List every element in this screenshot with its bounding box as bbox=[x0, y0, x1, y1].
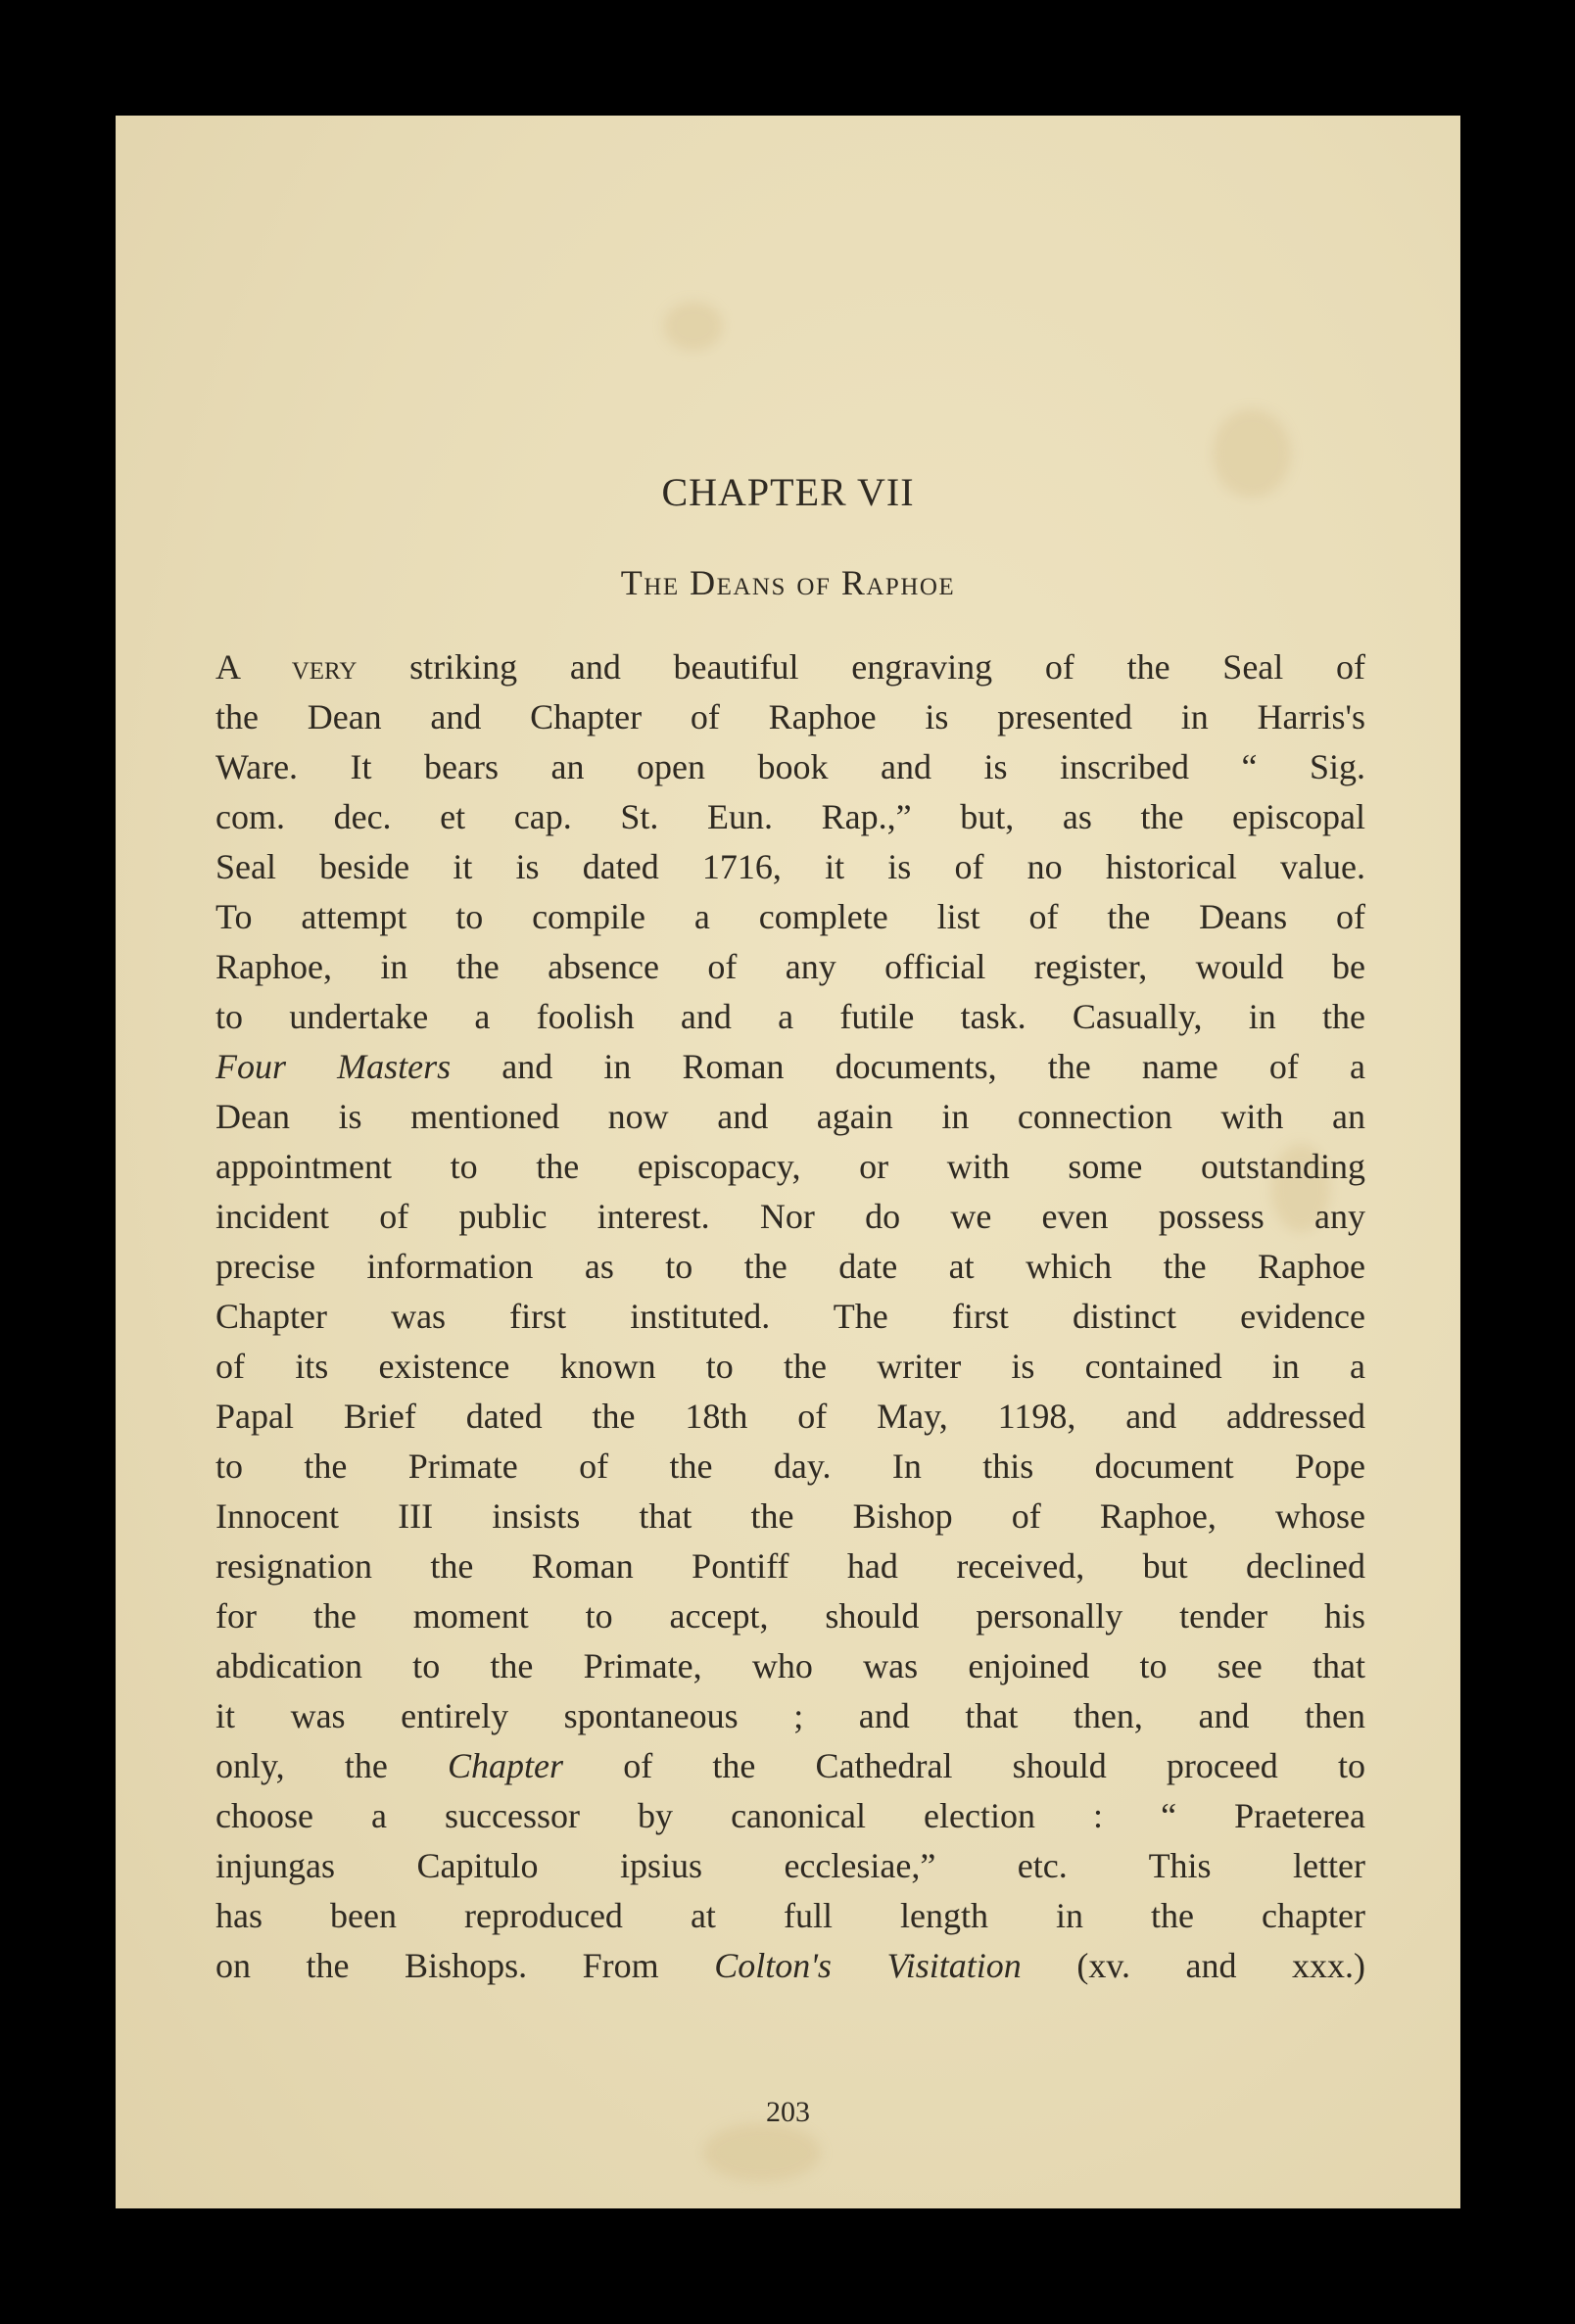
page-number: 203 bbox=[766, 2096, 810, 2128]
text-line bbox=[215, 1641, 1365, 1691]
line-fragment: choose a successor by canonical election : “ Praeterea bbox=[215, 1796, 1365, 1835]
line-fragment: Ware. It bears an open book and is inscribed “ Sig. bbox=[215, 747, 1365, 786]
line-fragment: Chapter was first instituted. The first distinct evidence bbox=[215, 1297, 1365, 1336]
paper-stain bbox=[664, 302, 723, 351]
text-line bbox=[215, 992, 1365, 1042]
line-fragment: resignation the Roman Pontiff had received, but declined bbox=[215, 1546, 1365, 1586]
text-line bbox=[215, 1342, 1365, 1392]
line-fragment: Papal Brief dated the 18th of May, 1198, and addressed bbox=[215, 1397, 1365, 1436]
line-fragment: Innocent III insists that the Bishop of Raphoe, whose bbox=[215, 1496, 1365, 1536]
line-fragment: only, the bbox=[215, 1746, 388, 1785]
line-fragment: precise information as to the date at which the Raphoe bbox=[215, 1247, 1365, 1286]
line-fragment: Raphoe, in the absence of any official register, would be bbox=[215, 947, 1365, 986]
text-line bbox=[215, 1741, 1365, 1791]
section-title: The Deans of Raphoe bbox=[620, 563, 956, 602]
text-line bbox=[215, 1941, 1365, 1991]
line-fragment: Four Masters bbox=[215, 1047, 452, 1086]
line-fragment: to undertake a foolish and a futile task. Casually, in the bbox=[215, 997, 1365, 1036]
text-line bbox=[215, 792, 1365, 842]
text-line bbox=[215, 1192, 1365, 1242]
text-line bbox=[215, 1891, 1365, 1941]
paper-stain bbox=[703, 2123, 821, 2182]
text-line bbox=[215, 1392, 1365, 1442]
line-fragment: incident of public interest. Nor do we even possess any bbox=[215, 1197, 1365, 1236]
text-line bbox=[215, 1591, 1365, 1641]
line-fragment: (xv. and xxx.) bbox=[1076, 1946, 1366, 1985]
line-fragment: it was entirely spontaneous ; and that then, and then bbox=[215, 1696, 1365, 1735]
line-fragment: Seal beside it is dated 1716, it is of no historical value. bbox=[215, 847, 1365, 886]
line-fragment: injungas Capitulo ipsius ecclesiae,” etc. This letter bbox=[215, 1846, 1365, 1885]
line-fragment: Dean is mentioned now and again in connection with an bbox=[215, 1097, 1365, 1136]
line-fragment: com. dec. et cap. St. Eun. Rap.,” but, as the episcopal bbox=[215, 797, 1365, 836]
line-fragment: for the moment to accept, should personally tender his bbox=[215, 1596, 1365, 1636]
text-line bbox=[215, 1442, 1365, 1492]
line-fragment: A bbox=[215, 647, 240, 687]
line-fragment: on the Bishops. From bbox=[215, 1946, 659, 1985]
text-line bbox=[215, 1492, 1365, 1541]
line-fragment: has been reproduced at full length in the chapter bbox=[215, 1896, 1365, 1935]
text-line bbox=[215, 742, 1365, 792]
book-page bbox=[116, 116, 1460, 2208]
line-fragment: of the Cathedral should proceed to bbox=[623, 1746, 1365, 1785]
text-line bbox=[215, 1541, 1365, 1591]
text-line bbox=[215, 692, 1365, 742]
line-fragment: and in Roman documents, the name of a bbox=[501, 1047, 1366, 1086]
text-line bbox=[215, 1242, 1365, 1292]
text-line bbox=[215, 642, 1365, 692]
line-fragment: of its existence known to the writer is contained in a bbox=[215, 1347, 1365, 1386]
line-fragment: Chapter bbox=[448, 1746, 564, 1785]
text-line bbox=[215, 1841, 1365, 1891]
line-fragment: very bbox=[291, 647, 358, 687]
text-line bbox=[215, 1292, 1365, 1342]
line-fragment: appointment to the episcopacy, or with some outstanding bbox=[215, 1147, 1365, 1186]
line-fragment: To attempt to compile a complete list of the Deans of bbox=[215, 897, 1365, 936]
line-fragment: to the Primate of the day. In this document Pope bbox=[215, 1447, 1365, 1486]
text-line bbox=[215, 1092, 1365, 1142]
text-line bbox=[215, 892, 1365, 942]
line-fragment: Colton's Visitation bbox=[714, 1946, 1022, 1985]
line-fragment: striking and beautiful engraving of the Seal of bbox=[409, 647, 1365, 687]
text-line bbox=[215, 1142, 1365, 1192]
line-fragment: abdication to the Primate, who was enjoined to see that bbox=[215, 1646, 1365, 1685]
text-line bbox=[215, 942, 1365, 992]
line-fragment: the Dean and Chapter of Raphoe is presented in Harris's bbox=[215, 697, 1365, 736]
body-text bbox=[215, 642, 1365, 1991]
text-line bbox=[215, 1691, 1365, 1741]
text-line bbox=[215, 1042, 1365, 1092]
text-line bbox=[215, 842, 1365, 892]
chapter-title: CHAPTER VII bbox=[661, 470, 915, 514]
text-line bbox=[215, 1791, 1365, 1841]
